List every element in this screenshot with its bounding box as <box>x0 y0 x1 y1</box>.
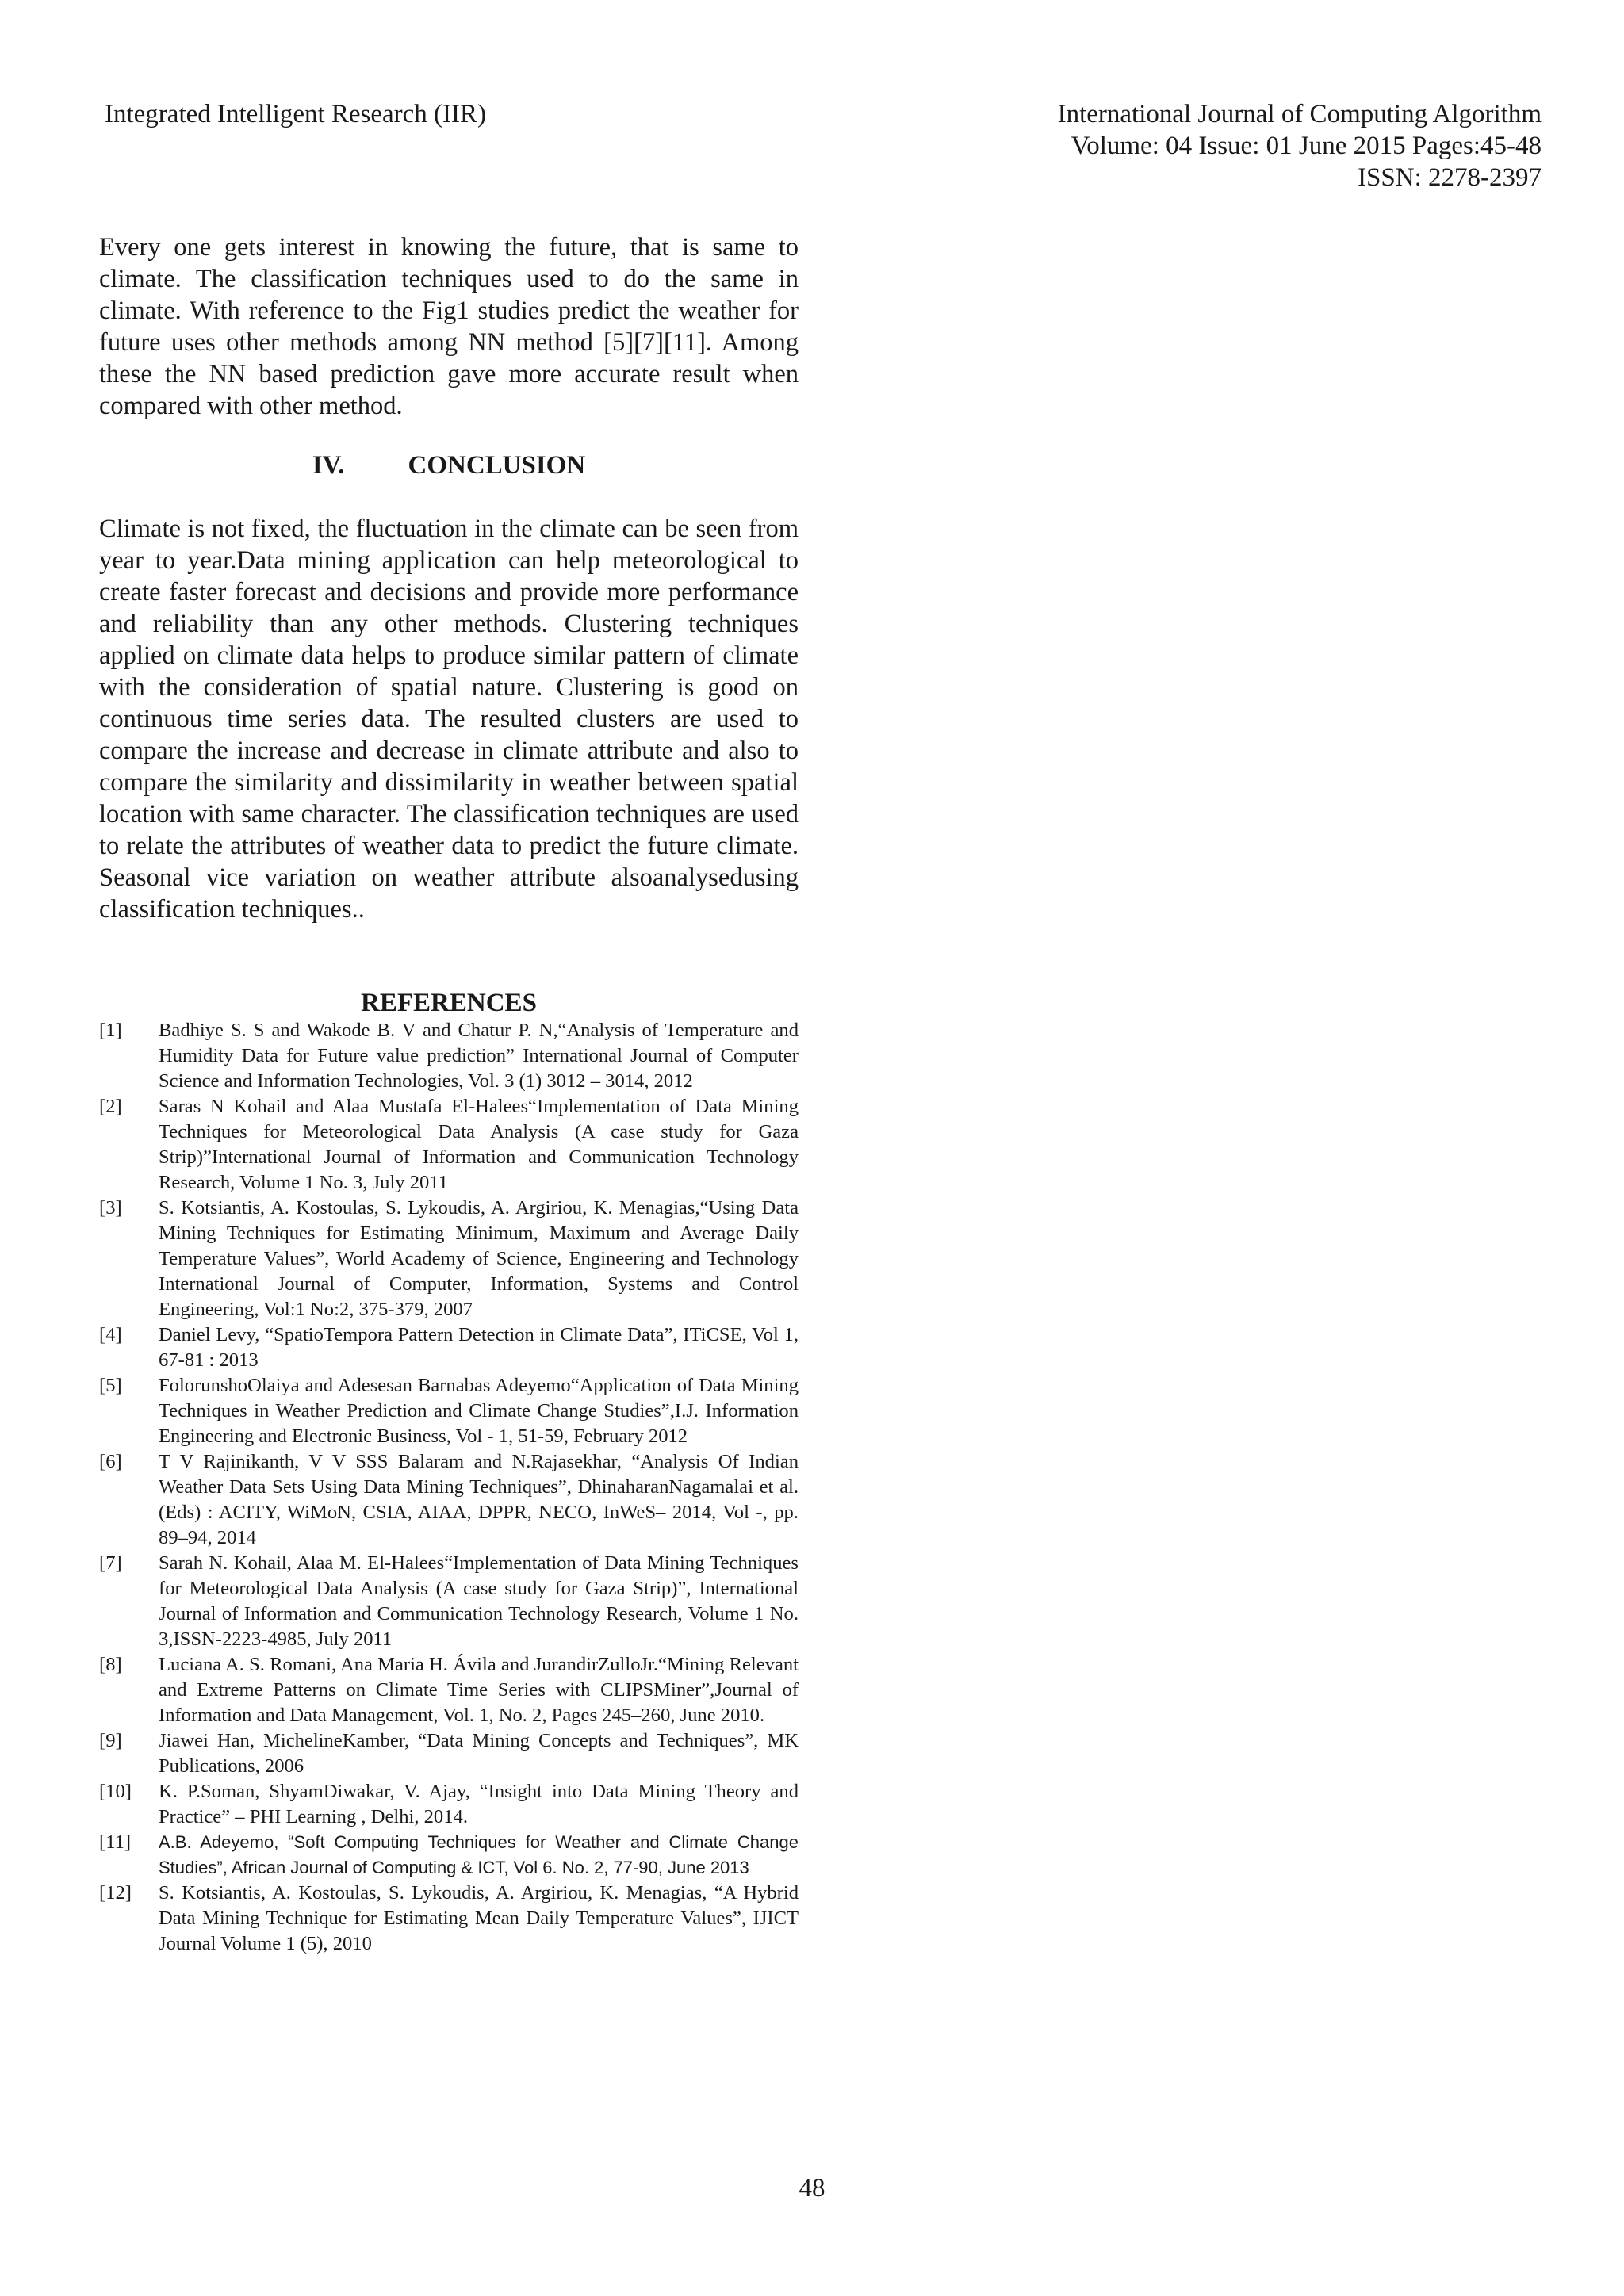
reference-number: [3] <box>99 1197 122 1219</box>
journal-name-left: Integrated Intelligent Research (IIR) <box>105 100 487 128</box>
journal-info-right <box>828 98 1542 193</box>
journal-volume-issue: Volume: 04 Issue: 01 June 2015 Pages:45-48 <box>1071 132 1542 160</box>
reference-number: [10] <box>99 1781 132 1802</box>
page-number: 48 <box>799 2174 825 2202</box>
section-title: CONCLUSION <box>408 451 586 480</box>
reference-text: Saras N Kohail and Alaa Mustafa El-Halees“Implementation of Data Mining Techniques for Meteorological Data Analysis (A case study for Gaza Strip)”International Journal of Information and Communication Technology Research, Volume 1 No. 3, July 2011 <box>159 1096 799 1193</box>
reference-text: Badhiye S. S and Wakode B. V and Chatur P. N,“Analysis of Temperature and Humidity Data for Future value prediction” International Journal of Computer Science and Information Technologies, Vol. 3 (1) 3012 – 3014, 2012 <box>159 1020 799 1092</box>
reference-item <box>99 1094 799 1196</box>
references-list <box>99 1018 799 1957</box>
references-heading: REFERENCES <box>361 989 537 1017</box>
reference-number: [8] <box>99 1654 122 1675</box>
reference-text: Jiawei Han, MichelineKamber, “Data Mining Concepts and Techniques”, MK Publications, 2006 <box>159 1730 799 1777</box>
reference-item <box>99 1322 799 1373</box>
reference-text: Daniel Levy, “SpatioTempora Pattern Detection in Climate Data”, ITiCSE, Vol 1, 67-81 : 2013 <box>159 1324 799 1371</box>
section-number: IV. <box>312 451 345 480</box>
conclusion-paragraph: Climate is not fixed, the fluctuation in the climate can be seen from year to year.Data mining application can help meteorological to create faster forecast and decisions and provide more performance and reliability than any other methods. Clustering techniques applied on climate data helps to produce similar pattern of climate with the consideration of spatial nature. Clustering is good on continuous time series data. The resulted clusters are used to compare the increase and decrease in climate attribute and also to compare the similarity and dissimilarity in weather between spatial location with same character. The classification techniques are used to relate the attributes of weather data to predict the future climate. Seasonal vice variation on weather attribute alsoanalysedusing classification techniques.. <box>99 515 799 924</box>
reference-text: A.B. Adeyemo, “Soft Computing Techniques for Weather and Climate Change Studies”, African Journal of Computing & ICT, Vol 6. No. 2, 77-90, June 2013 <box>159 1832 799 1877</box>
reference-item <box>99 1881 799 1957</box>
reference-text: Sarah N. Kohail, Alaa M. El-Halees“Implementation of Data Mining Techniques for Meteorological Data Analysis (A case study for Gaza Strip)”, International Journal of Information and Communication Technology Research, Volume 1 No. 3,ISSN-2223-4985, July 2011 <box>159 1552 799 1650</box>
reference-text: FolorunshoOlaiya and Adesesan Barnabas Adeyemo“Application of Data Mining Techniques in Weather Prediction and Climate Change Studies”,I.J. Information Engineering and Electronic Business, Vol - 1, 51-59, February 2012 <box>159 1375 799 1447</box>
reference-item <box>99 1830 799 1881</box>
reference-number: [11] <box>99 1831 132 1853</box>
reference-number: [9] <box>99 1730 122 1751</box>
reference-number: [2] <box>99 1096 122 1117</box>
reference-item <box>99 1449 799 1551</box>
reference-number: [4] <box>99 1324 122 1345</box>
journal-issn: ISSN: 2278-2397 <box>1358 163 1542 192</box>
journal-title: International Journal of Computing Algorithm <box>1057 100 1542 128</box>
reference-number: [5] <box>99 1375 122 1396</box>
reference-text: T V Rajinikanth, V V SSS Balaram and N.Rajasekhar, “Analysis Of Indian Weather Data Sets Using Data Mining Techniques”, DhinaharanNagamalai et al. (Eds) : ACITY, WiMoN, CSIA, AIAA, DPPR, NECO, InWeS– 2014, Vol -, pp. 89–94, 2014 <box>159 1451 799 1548</box>
reference-item <box>99 1551 799 1652</box>
reference-item <box>99 1196 799 1322</box>
reference-text: S. Kotsiantis, A. Kostoulas, S. Lykoudis, A. Argiriou, K. Menagias,“Using Data Mining Techniques for Estimating Minimum, Maximum and Average Daily Temperature Values”, World Academy of Science, Engineering and Technology International Journal of Computer, Information, Systems and Control Engineering, Vol:1 No:2, 375-379, 2007 <box>159 1197 799 1320</box>
reference-item <box>99 1779 799 1830</box>
reference-item <box>99 1018 799 1094</box>
intro-paragraph: Every one gets interest in knowing the future, that is same to climate. The classification techniques used to do the same in climate. With reference to the Fig1 studies predict the weather for future uses other methods among NN method [5][7][11]. Among these the NN based prediction gave more accurate result when compared with other method. <box>99 233 799 420</box>
reference-text: S. Kotsiantis, A. Kostoulas, S. Lykoudis, A. Argiriou, K. Menagias, “A Hybrid Data Mining Technique for Estimating Mean Daily Temperature Values”, IJICT Journal Volume 1 (5), 2010 <box>159 1882 799 1954</box>
reference-item <box>99 1373 799 1449</box>
reference-item <box>99 1652 799 1728</box>
reference-text: K. P.Soman, ShyamDiwakar, V. Ajay, “Insight into Data Mining Theory and Practice” – PHI Learning , Delhi, 2014. <box>159 1781 799 1827</box>
reference-number: [7] <box>99 1552 122 1574</box>
reference-number: [1] <box>99 1020 122 1041</box>
reference-text: Luciana A. S. Romani, Ana Maria H. Ávila and JurandirZulloJr.“Mining Relevant and Extreme Patterns on Climate Time Series with CLIPSMiner”,Journal of Information and Data Management, Vol. 1, No. 2, Pages 245–260, June 2010. <box>159 1654 799 1726</box>
reference-number: [12] <box>99 1882 132 1904</box>
reference-number: [6] <box>99 1451 122 1472</box>
conclusion-heading <box>99 450 799 481</box>
reference-item <box>99 1728 799 1779</box>
